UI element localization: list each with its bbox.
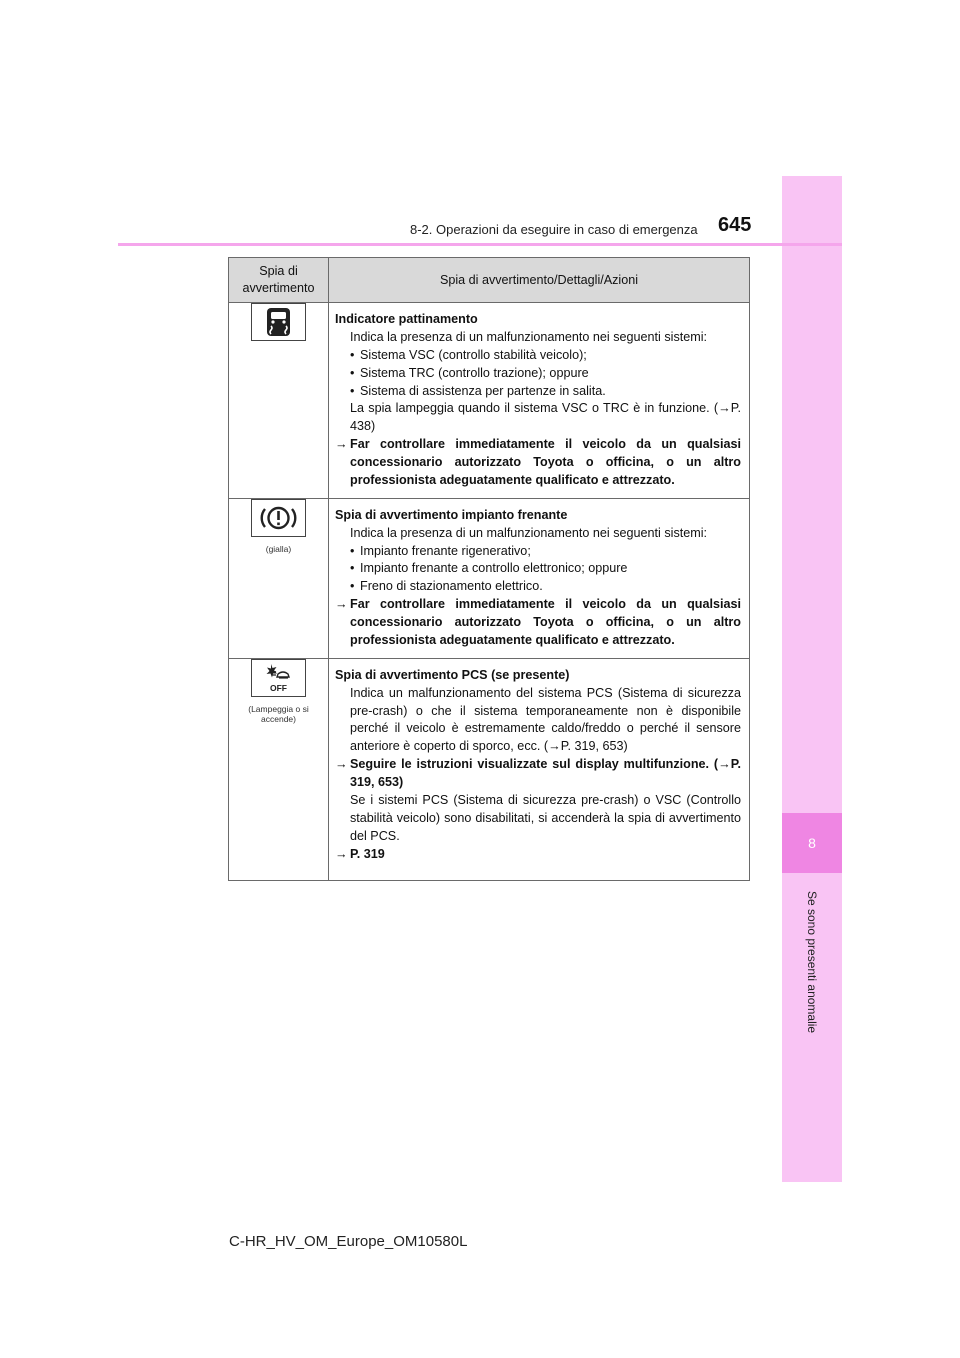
row-action: → Seguire le istruzioni visualizzate sul display multifunzione. (→P. 319, 653) xyxy=(335,757,741,789)
col-header-details: Spia di avvertimento/Dettagli/Azioni xyxy=(329,258,750,303)
list-item: • Sistema di assistenza per partenze in salita. xyxy=(350,383,741,401)
icon-cell xyxy=(229,498,329,658)
section-title: 8-2. Operazioni da eseguire in caso di emergenza xyxy=(410,222,698,237)
details-cell xyxy=(329,498,750,658)
row-title: Spia di avvertimento PCS (se presente) xyxy=(335,667,570,682)
icon-caption: (Lampeggia o si accende) xyxy=(248,703,309,724)
icon-cell xyxy=(229,658,329,880)
row-note: Se i sistemi PCS (Sistema di sicurezza pre-crash) o VSC (Controllo stabilità veicolo) sono disabilitati, si accenderà la spia di avvertimento del PCS. xyxy=(350,792,741,843)
chapter-number: 8 xyxy=(782,813,842,873)
row-reference: → P. 319 xyxy=(335,846,741,864)
col-header-warning-light: Spia di avvertimento xyxy=(229,258,329,303)
list-item: • Sistema TRC (controllo trazione); oppure xyxy=(350,365,741,383)
row-intro: Indica la presenza di un malfunzionamento nei seguenti sistemi: xyxy=(350,525,708,540)
list-item: • Impianto frenante rigenerativo; xyxy=(350,543,741,561)
warning-lights-table xyxy=(228,257,750,881)
document-code: C-HR_HV_OM_Europe_OM10580L xyxy=(229,1233,468,1250)
row-title: Spia di avvertimento impianto frenante xyxy=(335,507,568,522)
pcs-off-icon xyxy=(251,659,306,697)
arrow-icon: → xyxy=(335,846,348,861)
brake-warning-icon xyxy=(251,499,306,537)
arrow-icon: → xyxy=(335,757,348,772)
list-item: • Freno di stazionamento elettrico. xyxy=(350,578,741,596)
row-intro: Indica un malfunzionamento del sistema PCS (Sistema di sicurezza pre-crash) o che il sistema temporaneamente non è disponibile perché il veicolo è estremamente caldo/freddo o perché il sensore anteriore è coperto di sporco, ecc. (→P. 319, 653) xyxy=(350,685,741,754)
side-chapter-tab xyxy=(782,176,842,1182)
icon-cell xyxy=(229,303,329,499)
row-action: → Far controllare immediatamente il veicolo da un qualsiasi concessionario autorizzato Toyota o officina, o un altro professionista adeguatamente qualificato e attrezzato. xyxy=(335,437,741,487)
arrow-icon: → xyxy=(335,597,348,612)
chapter-title: Se sono presenti anomalie xyxy=(805,891,819,1034)
table-row xyxy=(229,303,750,499)
icon-caption: (gialla) xyxy=(265,543,292,554)
header-rule xyxy=(118,243,842,246)
table-header-row xyxy=(229,258,750,303)
row-title: Indicatore pattinamento xyxy=(335,312,478,326)
slip-indicator-icon xyxy=(251,303,306,341)
row-intro: Indica la presenza di un malfunzionamento nei seguenti sistemi: xyxy=(350,329,708,344)
table-row xyxy=(229,498,750,658)
details-cell xyxy=(329,303,750,499)
list-item: • Sistema VSC (controllo stabilità veicolo); xyxy=(350,347,741,365)
page-number: 645 xyxy=(718,214,752,236)
row-note: La spia lampeggia quando il sistema VSC o TRC è in funzione. (→P. 438) xyxy=(350,401,741,434)
details-cell xyxy=(329,658,750,880)
arrow-icon: → xyxy=(335,437,348,452)
svg-text:OFF: OFF xyxy=(270,682,287,693)
list-item: • Impianto frenante a controllo elettronico; oppure xyxy=(350,560,741,578)
table-row xyxy=(229,658,750,880)
row-action: → Far controllare immediatamente il veicolo da un qualsiasi concessionario autorizzato Toyota o officina, o un altro professionista adeguatamente qualificato e attrezzato. xyxy=(335,597,741,647)
